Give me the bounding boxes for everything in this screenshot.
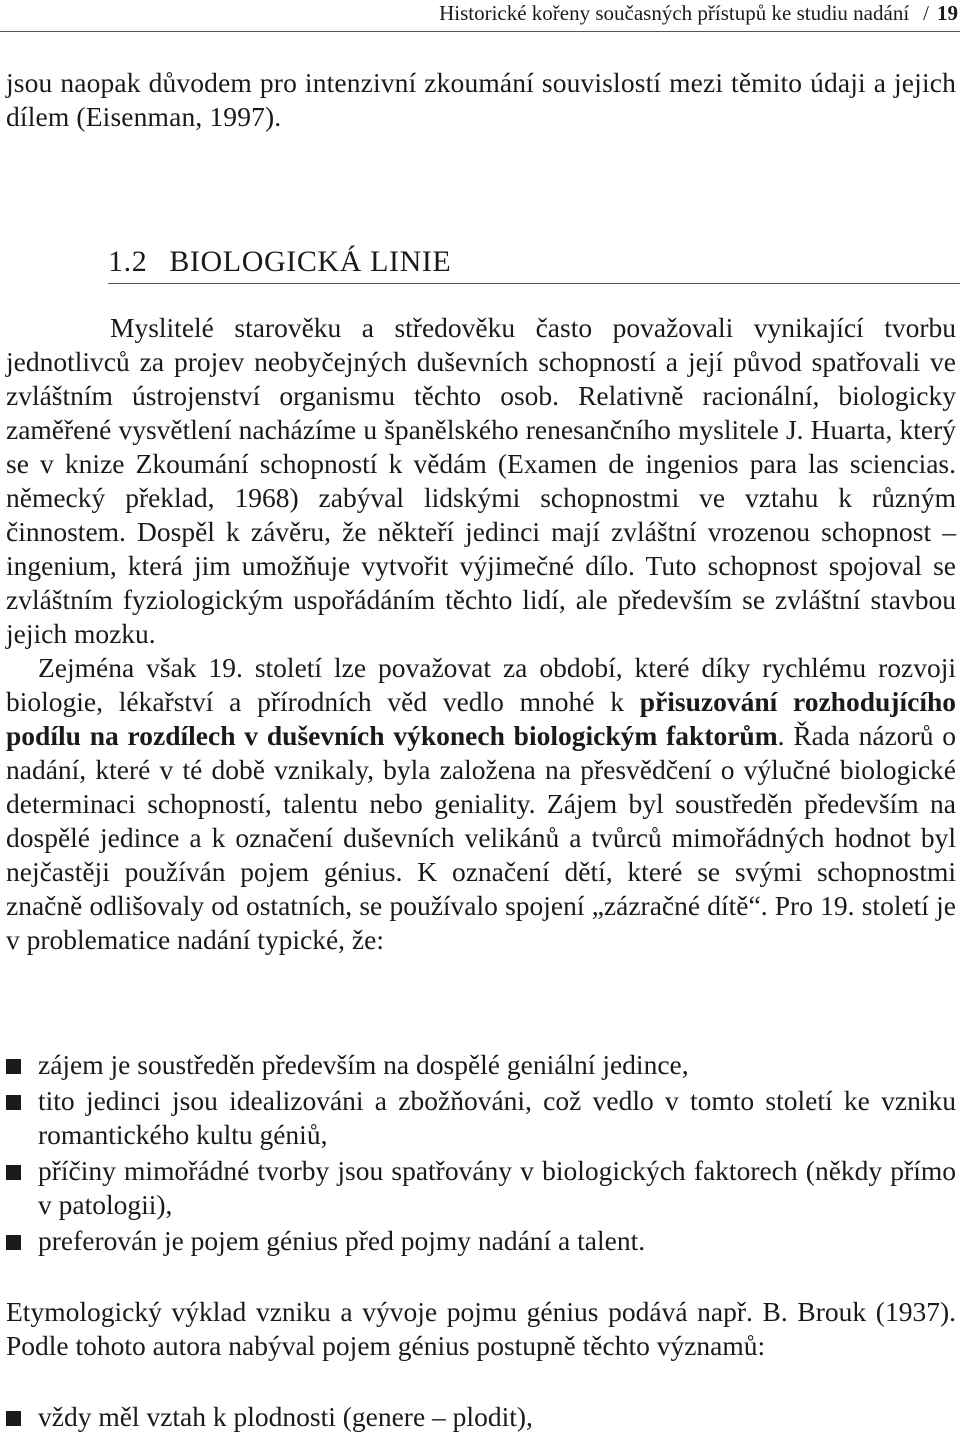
section-title: BIOLOGICKÁ LINIE: [169, 245, 452, 278]
list-item-text: příčiny mimořádné tvorby jsou spatřovány v biologických faktorech (někdy přímo v patologii),: [38, 1155, 956, 1220]
list-item-text: tito jedinci jsou idealizováni a zbožňováni, což vedlo v tomto století ke vzniku romantického kultu géniů,: [38, 1085, 956, 1150]
header-separator: /: [923, 1, 929, 25]
intro-paragraph: jsou naopak důvodem pro intenzivní zkoumání souvislostí mezi těmito údaji a jejich dílem (Eisenman, 1997).: [6, 67, 956, 132]
bullet-square-icon: [6, 1165, 21, 1180]
section-heading: [108, 244, 960, 280]
list-item: [6, 1084, 956, 1152]
header-rule: [0, 31, 960, 32]
section-rule: [108, 283, 960, 284]
list-item: [6, 1224, 956, 1258]
list-item-text: zájem je soustředěn především na dospělé geniální jedince,: [38, 1049, 689, 1080]
section-number: 1.2: [108, 245, 148, 278]
list-item: [6, 1048, 956, 1082]
paragraph-1: Myslitelé starověku a středověku často považovali vynikající tvorbu jednotlivců za projev neobyčejných duševních schopností a její původ spatřovali ve zvláštním ústrojenství organismu těchto osob. Relativně racionální, biologicky zaměřené vysvětlení nacházíme u španělského renesančního myslitele J. Huarta, který se v knize Zkoumání schopností k vědám (Examen de ingenios para las sciencias. německý překlad, 1968) zabýval lidskými schopnostmi ve vztahu k různým činnostem. Dospěl k závěru, že někteří jedinci mají zvláštní vrozenou schopnost – ingenium, která jim umožňuje vytvořit výjimečné dílo. Tuto schopnost spojoval se zvláštním fyziologickým uspořádáním těchto lidí, ale především se zvláštní stavbou jejich mozku.: [6, 312, 956, 649]
running-header: [0, 0, 958, 30]
meanings-list: [6, 1400, 956, 1436]
body-text: [6, 311, 956, 957]
running-title: Historické kořeny současných přístupů ke studiu nadání: [439, 1, 910, 25]
bullet-square-icon: [6, 1095, 21, 1110]
paragraph-2-end: . Řada názorů o nadání, které v té době vznikaly, byla založena na přesvědčení o výlučné biologické determinaci schopností, talentu nebo geniality. Zájem byl soustředěn především na dospělé jedince a k označení duševních velikánů a tvůrců mimořádných hodnot byl nejčastěji používán pojem génius. K označení dětí, které se svými schopnostmi značně odlišovaly od ostatních, se používalo spojení „zázračné dítě“. Pro 19. století je v problematice nadání typické, že:: [6, 720, 956, 955]
bullet-square-icon: [6, 1235, 21, 1250]
bullet-square-icon: [6, 1059, 21, 1074]
bullet-square-icon: [6, 1411, 21, 1426]
page-number: 19: [937, 1, 958, 25]
etymology-paragraph: Etymologický výklad vzniku a vývoje pojmu génius podává např. B. Brouk (1937). Podle tohoto autora nabýval pojem génius postupně těchto významů:: [6, 1296, 956, 1361]
paragraph-2-emphasis: přisuzování rozhodujícího podílu na rozdílech v duševních výkonech biologickým faktorům: [6, 686, 956, 751]
characteristics-list: [6, 1048, 956, 1260]
list-item: [6, 1154, 956, 1222]
paragraph-2-start: Zejména však 19. století lze považovat za období, které díky rychlému rozvoji biologie, lékařství a přírodních věd vedlo mnohé k: [6, 652, 956, 717]
list-item-text: preferován je pojem génius před pojmy nadání a talent.: [38, 1225, 646, 1256]
list-item-text: vždy měl vztah k plodnosti (genere – plodit),: [38, 1401, 533, 1432]
list-item: [6, 1400, 956, 1434]
